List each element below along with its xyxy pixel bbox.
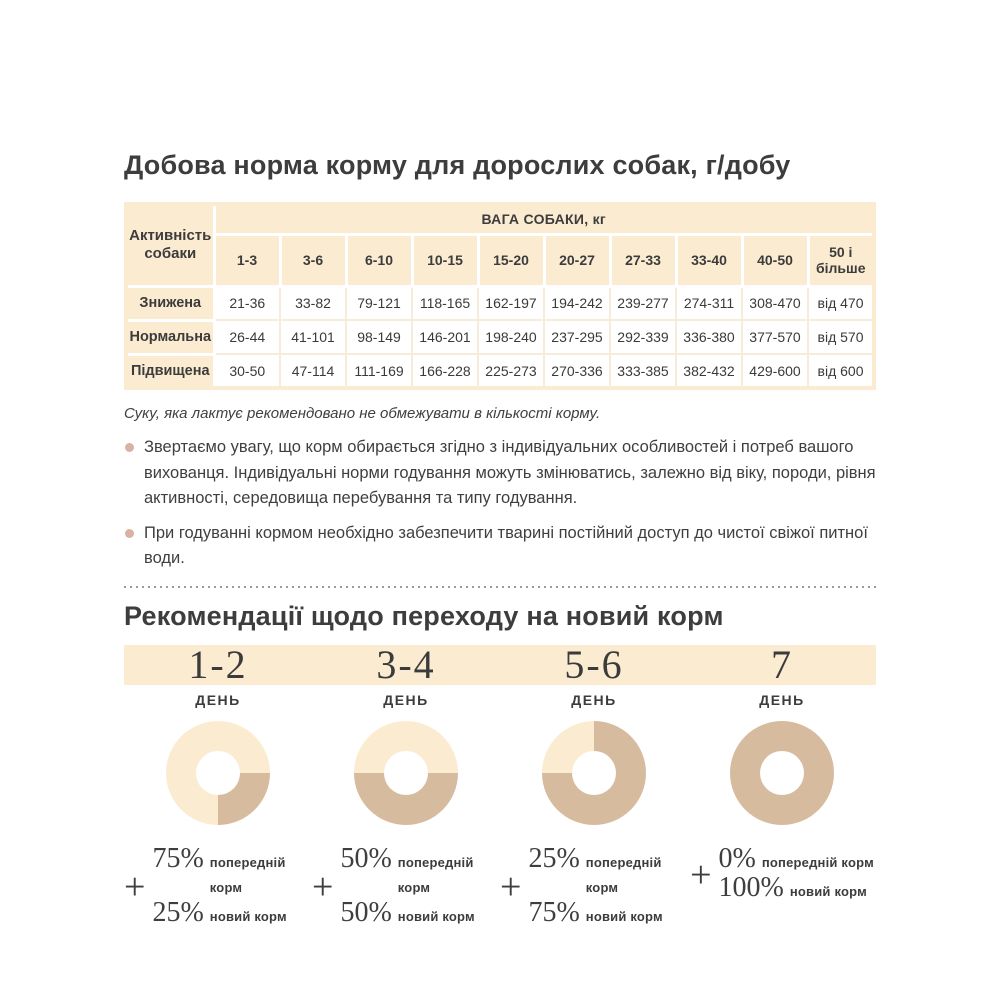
table-column-header-row <box>126 234 874 286</box>
table-cell: 21-36 <box>214 286 280 320</box>
mix-line <box>340 896 500 929</box>
table-cell: 274-311 <box>676 286 742 320</box>
table-cell: від 600 <box>808 354 874 388</box>
day-band-cell <box>124 641 312 687</box>
previous-food-pct: 75% <box>152 842 204 874</box>
mix-ratio <box>124 842 312 929</box>
plus-sign: + <box>312 866 334 909</box>
previous-food-pct: 0% <box>718 842 756 874</box>
table-cell: 429-600 <box>742 354 808 388</box>
mix-lines <box>528 842 688 929</box>
new-food-pct: 75% <box>528 896 580 928</box>
new-food-pct: 25% <box>152 896 204 928</box>
list-item <box>124 435 876 512</box>
donut-chart-day-7 <box>730 721 834 825</box>
column-header: 27-33 <box>610 234 676 286</box>
mix-line <box>152 842 312 900</box>
table-cell: 194-242 <box>544 286 610 320</box>
table-cell: від 570 <box>808 320 874 354</box>
table-cell: 47-114 <box>280 354 346 388</box>
table-cell: 292-339 <box>610 320 676 354</box>
table-cell: 166-228 <box>412 354 478 388</box>
bullet-dot-icon <box>125 443 134 452</box>
previous-food-label: попередній корм <box>761 854 874 870</box>
table-cell: 162-197 <box>478 286 544 320</box>
note-text: При годуванні кормом необхідно забезпечити тварині постійний доступ до чистої свіжої питної води. <box>144 523 868 568</box>
column-header: 3-6 <box>280 234 346 286</box>
plus-sign: + <box>124 866 146 909</box>
new-food-pct: 50% <box>340 896 392 928</box>
table-cell: 237-295 <box>544 320 610 354</box>
new-food-label: новий корм <box>585 908 663 924</box>
new-food-pct: 100% <box>718 871 784 903</box>
new-food-label: новий корм <box>209 908 287 924</box>
plus-sign: + <box>500 866 522 909</box>
note-text: Звертаємо увагу, що корм обирається згідно з індивідуальних особливостей і потреб вашого вихованця. Індивідуальні норми годування можуть змінюватись, залежно від віку, породи, рівня активності, середовища перебування та типу годування. <box>144 438 876 508</box>
day-word: ДЕНЬ <box>383 691 429 708</box>
mix-line <box>528 896 688 929</box>
mix-line <box>152 896 312 929</box>
column-header: 15-20 <box>478 234 544 286</box>
day-word: ДЕНЬ <box>759 691 805 708</box>
page-title: Добова норма корму для дорослих собак, г/добу <box>124 150 791 180</box>
table-cell: 308-470 <box>742 286 808 320</box>
day-band-cell <box>688 641 876 687</box>
previous-food-label: попередній корм <box>209 854 286 895</box>
previous-food-label: попередній корм <box>397 854 474 895</box>
table-cell: 146-201 <box>412 320 478 354</box>
mix-lines <box>340 842 500 929</box>
row-header: Підвищена <box>126 354 214 388</box>
notes-list <box>124 435 876 572</box>
table-cell: 270-336 <box>544 354 610 388</box>
mix-line <box>718 871 874 904</box>
list-item <box>124 521 876 572</box>
feeding-table <box>124 202 876 390</box>
table-cell: від 470 <box>808 286 874 320</box>
bullet-dot-icon <box>125 529 134 538</box>
table-row <box>126 354 874 388</box>
day-number: 5-6 <box>564 641 624 687</box>
mix-line <box>718 842 874 875</box>
column-header: 20-27 <box>544 234 610 286</box>
transition-column <box>500 685 688 929</box>
lactating-note: Суку, яка лактує рекомендовано не обмежувати в кількості корму. <box>124 405 601 422</box>
page-content <box>124 0 876 929</box>
table-cell: 30-50 <box>214 354 280 388</box>
table-row <box>126 286 874 320</box>
day-word: ДЕНЬ <box>571 691 617 708</box>
dotted-divider <box>124 586 876 588</box>
row-header: Знижена <box>126 286 214 320</box>
donut-chart-day-5-6 <box>542 721 646 825</box>
table-cell: 41-101 <box>280 320 346 354</box>
table-cell: 198-240 <box>478 320 544 354</box>
mix-lines <box>152 842 312 929</box>
mix-line <box>528 842 688 900</box>
mix-ratio <box>690 842 874 904</box>
column-header: 6-10 <box>346 234 412 286</box>
mix-lines <box>718 842 874 904</box>
table-cell: 336-380 <box>676 320 742 354</box>
day-band-cell <box>312 641 500 687</box>
column-header: 33-40 <box>676 234 742 286</box>
plus-sign: + <box>690 853 712 896</box>
new-food-label: новий корм <box>397 908 475 924</box>
column-header: 10-15 <box>412 234 478 286</box>
table-cell: 382-432 <box>676 354 742 388</box>
table-cell: 111-169 <box>346 354 412 388</box>
table-cell: 225-273 <box>478 354 544 388</box>
table-cell: 98-149 <box>346 320 412 354</box>
day-number: 1-2 <box>188 641 248 687</box>
column-header: 40-50 <box>742 234 808 286</box>
day-band-cell <box>500 641 688 687</box>
day-number: 7 <box>771 641 793 687</box>
day-number: 3-4 <box>376 641 436 687</box>
day-number-band <box>124 641 876 687</box>
new-food-label: новий корм <box>789 883 867 899</box>
table-cell: 118-165 <box>412 286 478 320</box>
transition-column <box>312 685 500 929</box>
previous-food-label: попередній корм <box>585 854 662 895</box>
day-word: ДЕНЬ <box>195 691 241 708</box>
column-header: 50 і більше <box>808 234 874 286</box>
donut-chart-day-3-4 <box>354 721 458 825</box>
previous-food-pct: 50% <box>340 842 392 874</box>
transition-section-title: Рекомендації щодо переходу на новий корм <box>124 600 724 631</box>
transition-columns <box>124 685 876 929</box>
table-cell: 26-44 <box>214 320 280 354</box>
table-cell: 239-277 <box>610 286 676 320</box>
transition-column <box>124 685 312 929</box>
column-header: 1-3 <box>214 234 280 286</box>
mix-ratio <box>500 842 688 929</box>
table-cell: 377-570 <box>742 320 808 354</box>
transition-column <box>688 685 876 929</box>
donut-chart-day-1-2 <box>166 721 270 825</box>
table-weight-header: ВАГА СОБАКИ, кг <box>214 204 874 234</box>
row-header: Нормальна <box>126 320 214 354</box>
table-row <box>126 320 874 354</box>
previous-food-pct: 25% <box>528 842 580 874</box>
table-cell: 33-82 <box>280 286 346 320</box>
mix-ratio <box>312 842 500 929</box>
table-cell: 79-121 <box>346 286 412 320</box>
mix-line <box>340 842 500 900</box>
table-corner-header: Активність собаки <box>126 204 214 286</box>
table-cell: 333-385 <box>610 354 676 388</box>
